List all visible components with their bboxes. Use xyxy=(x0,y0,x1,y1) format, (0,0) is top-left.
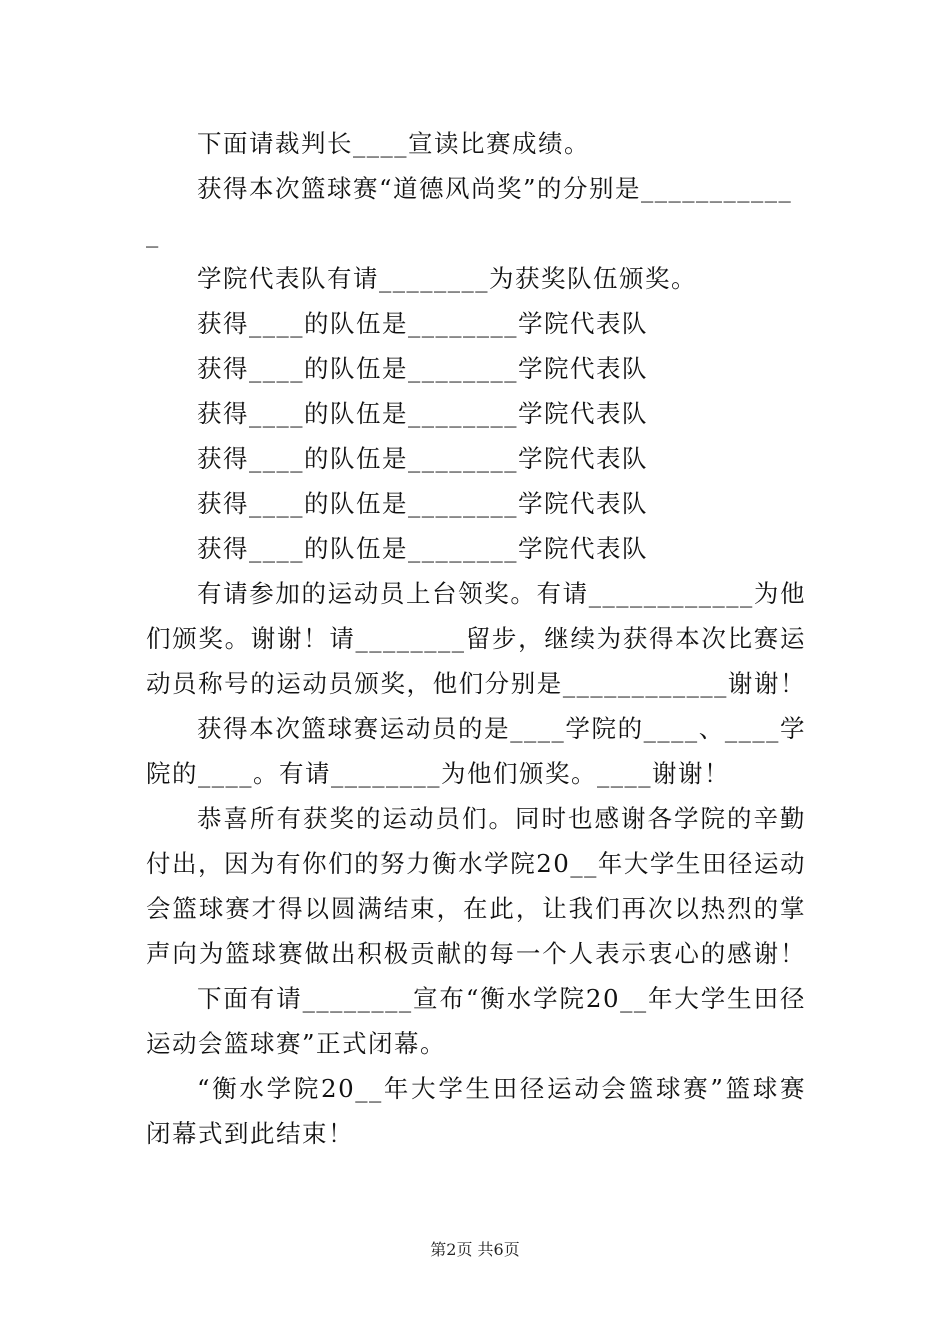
paragraph-line: 获得____的队伍是________学院代表队 xyxy=(197,534,648,563)
paragraph-line: 获得____的队伍是________学院代表队 xyxy=(197,489,648,518)
paragraph-line: 下面有请________宣布“衡水学院20__年大学生田径 xyxy=(197,984,806,1013)
paragraph-line: 下面请裁判长____宣读比赛成绩。 xyxy=(197,129,590,158)
paragraph-line: 们颁奖。谢谢！请________留步，继续为获得本次比赛运 xyxy=(146,624,806,653)
paragraph-line: 动员称号的运动员颁奖，他们分别是____________谢谢！ xyxy=(146,669,806,698)
paragraph-line: 获得本次篮球赛运动员的是____学院的____、____学 xyxy=(197,714,806,743)
paragraph-line: 声向为篮球赛做出积极贡献的每一个人表示衷心的感谢！ xyxy=(146,939,806,968)
paragraph-line: 闭幕式到此结束！ xyxy=(146,1119,354,1148)
paragraph-line: 获得____的队伍是________学院代表队 xyxy=(197,444,648,473)
paragraph-line: “衡水学院20__年大学生田径运动会篮球赛”篮球赛 xyxy=(197,1074,806,1103)
paragraph-line: 会篮球赛才得以圆满结束，在此，让我们再次以热烈的掌 xyxy=(146,894,806,923)
paragraph-line: 获得____的队伍是________学院代表队 xyxy=(197,309,648,338)
paragraph-line: 付出，因为有你们的努力衡水学院20__年大学生田径运动 xyxy=(146,849,806,878)
document-body xyxy=(146,121,806,1156)
paragraph-line: 恭喜所有获奖的运动员们。同时也感谢各学院的辛勤 xyxy=(197,804,806,833)
paragraph-line: 有请参加的运动员上台领奖。有请____________为他 xyxy=(197,579,806,608)
paragraph-line: 院的____。有请________为他们颁奖。____谢谢！ xyxy=(146,759,730,788)
paragraph-line: 学院代表队有请________为获奖队伍颁奖。 xyxy=(197,264,697,293)
paragraph-line: _ xyxy=(146,219,160,248)
paragraph-line: 获得本次篮球赛“道德风尚奖”的分别是___________ xyxy=(197,174,793,203)
paragraph-line: 获得____的队伍是________学院代表队 xyxy=(197,354,648,383)
paragraph-line: 运动会篮球赛”正式闭幕。 xyxy=(146,1029,447,1058)
page-number-footer: 第2页 共6页 xyxy=(430,1240,520,1259)
paragraph-line: 获得____的队伍是________学院代表队 xyxy=(197,399,648,428)
